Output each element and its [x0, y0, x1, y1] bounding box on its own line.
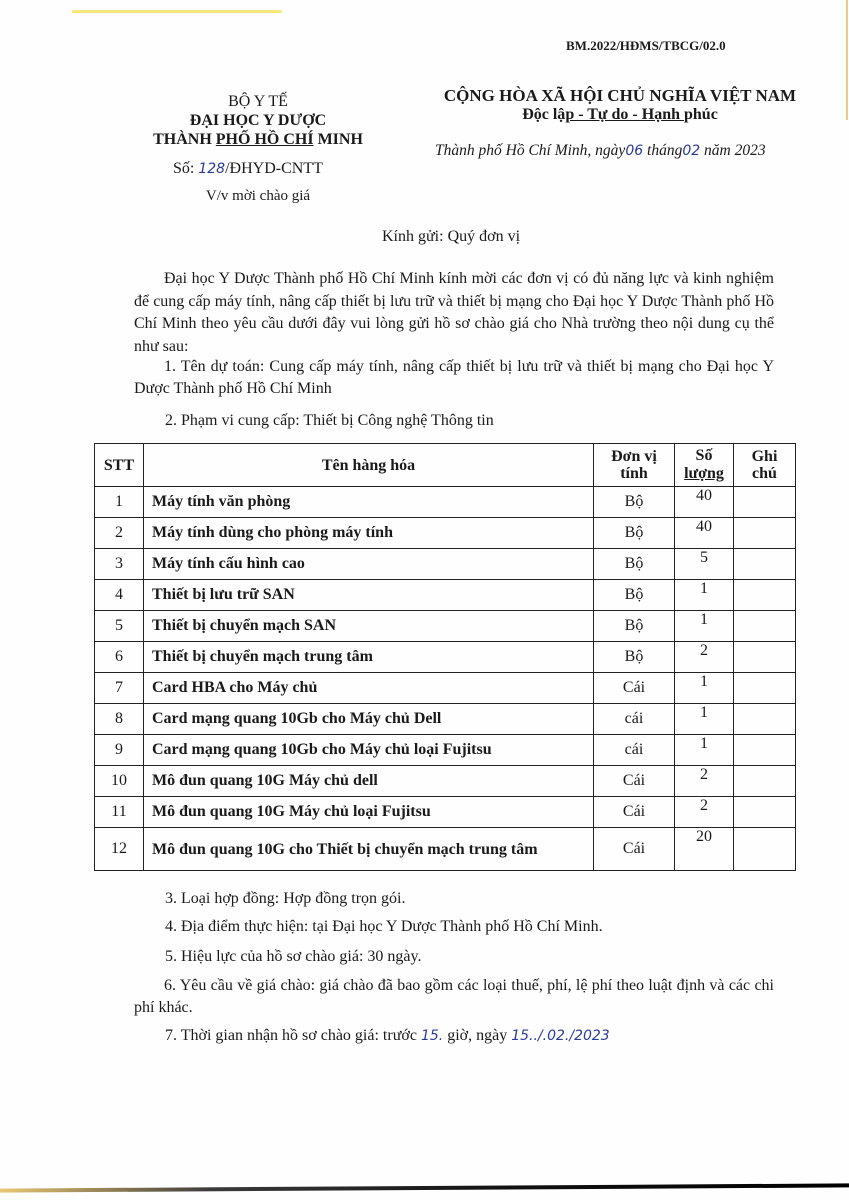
cell-stt: 1 [95, 487, 144, 518]
deadline-date-handwritten: 15../.02./2023 [511, 1028, 610, 1044]
table-row [95, 704, 796, 735]
cell-stt: 6 [95, 642, 144, 673]
cell-qty: 20 [675, 828, 734, 871]
cell-qty: 5 [675, 549, 734, 580]
cell-name: Thiết bị chuyển mạch SAN [144, 611, 594, 642]
item-5-validity: 5. Hiệu lực của hồ sơ chào giá: 30 ngày. [165, 948, 422, 965]
date-month-handwritten: 02 [682, 143, 701, 159]
header-unit-l1: Đơn vị [611, 448, 657, 465]
header-qty [675, 444, 734, 487]
cell-qty: 1 [675, 735, 734, 766]
cell-stt: 7 [95, 673, 144, 704]
cell-note [734, 642, 796, 673]
motto-pre: Độc lậ [522, 106, 566, 123]
cell-unit: Bộ [594, 580, 675, 611]
cell-unit: Cái [594, 673, 675, 704]
cell-note [734, 487, 796, 518]
cell-name: Thiết bị lưu trữ SAN [144, 580, 594, 611]
table-row [95, 828, 796, 871]
goods-table [94, 443, 796, 871]
deadline-pre: 7. Thời gian nhận hồ sơ chào giá: trước [165, 1027, 421, 1044]
ministry-name: BỘ Y TẾ [228, 93, 288, 110]
cell-note [734, 611, 796, 642]
header-note [734, 444, 796, 487]
motto-post: phúc [684, 106, 718, 123]
cell-qty: 1 [675, 580, 734, 611]
table-row [95, 797, 796, 828]
item-7-deadline [165, 1027, 610, 1045]
issue-date [435, 142, 766, 160]
cell-note [734, 766, 796, 797]
scan-edge-mark [846, 0, 848, 120]
header-note-l1: Ghi [751, 448, 778, 465]
cell-unit: Bộ [594, 518, 675, 549]
table-header-row [95, 444, 796, 487]
table-row [95, 642, 796, 673]
university-line2-pre: THÀNH [153, 131, 216, 148]
item-3-contract-type: 3. Loại hợp đồng: Hợp đồng trọn gói. [165, 890, 406, 907]
cell-unit: Bộ [594, 549, 675, 580]
cell-note [734, 828, 796, 871]
cell-stt: 4 [95, 580, 144, 611]
cell-note [734, 673, 796, 704]
scan-edge-shadow [0, 1183, 849, 1192]
date-month-label: tháng [643, 142, 683, 159]
table-row [95, 735, 796, 766]
table-row [95, 580, 796, 611]
cell-stt: 3 [95, 549, 144, 580]
cell-note [734, 580, 796, 611]
cell-qty: 1 [675, 704, 734, 735]
date-place: Thành phố Hồ Chí Minh, ngày [435, 142, 626, 159]
table-row [95, 487, 796, 518]
cell-stt: 8 [95, 704, 144, 735]
item-6-price-requirements: 6. Yêu cầu về giá chào: giá chào đã bao gồm các loại thuế, phí, lệ phí theo luật định và các chi phí khác. [134, 977, 774, 1016]
table-row [95, 611, 796, 642]
cell-unit: Cái [594, 766, 675, 797]
university-name-line2 [128, 131, 388, 149]
nation-name: CỘNG HÒA XÃ HỘI CHỦ NGHĨA VIỆT NAM [443, 86, 797, 105]
cell-unit: Bộ [594, 642, 675, 673]
form-code: BM.2022/HĐMS/TBCG/02.0 [566, 38, 726, 53]
cell-stt: 10 [95, 766, 144, 797]
cell-name: Mô đun quang 10G cho Thiết bị chuyển mạch trung tâm [144, 828, 594, 871]
table-row [95, 518, 796, 549]
cell-name: Máy tính dùng cho phòng máy tính [144, 518, 594, 549]
deadline-mid: giờ, ngày [443, 1027, 512, 1044]
cell-note [734, 735, 796, 766]
nation-motto [425, 106, 815, 124]
cell-qty: 2 [675, 766, 734, 797]
cell-note [734, 797, 796, 828]
cell-unit: cái [594, 735, 675, 766]
cell-stt: 5 [95, 611, 144, 642]
header-name: Tên hàng hóa [144, 444, 594, 487]
cell-name: Thiết bị chuyển mạch trung tâm [144, 642, 594, 673]
number-handwritten: 128 [198, 161, 226, 177]
cell-name: Card mạng quang 10Gb cho Máy chủ Dell [144, 704, 594, 735]
date-year: năm 2023 [700, 142, 766, 159]
cell-unit: Bộ [594, 487, 675, 518]
cell-stt: 9 [95, 735, 144, 766]
table-row [95, 766, 796, 797]
cell-qty: 1 [675, 673, 734, 704]
document-number [173, 160, 323, 178]
header-qty-l2: lượng [684, 465, 724, 482]
cell-note [734, 704, 796, 735]
table-row [95, 549, 796, 580]
scan-highlight-mark [72, 10, 282, 13]
date-day-handwritten: 06 [625, 143, 644, 159]
university-line2-post: MINH [313, 131, 363, 148]
cell-stt: 11 [95, 797, 144, 828]
deadline-hour-handwritten: 15. [420, 1028, 444, 1044]
cell-note [734, 549, 796, 580]
cell-name: Card HBA cho Máy chủ [144, 673, 594, 704]
cell-qty: 1 [675, 611, 734, 642]
cell-name: Mô đun quang 10G Máy chủ loại Fujitsu [144, 797, 594, 828]
cell-stt: 2 [95, 518, 144, 549]
salutation: Kính gửi: Quý đơn vị [382, 228, 521, 245]
number-label: Số: [173, 160, 199, 177]
motto-underlined: p - Tự do - Hạnh [565, 106, 684, 123]
cell-unit: Cái [594, 797, 675, 828]
table-body [95, 487, 796, 871]
number-suffix: /ĐHYD-CNTT [225, 160, 323, 177]
table-row [95, 673, 796, 704]
header-unit-l2: tính [620, 465, 648, 482]
cell-name: Máy tính cấu hình cao [144, 549, 594, 580]
header-qty-l1: Số [695, 447, 713, 464]
intro-paragraph: Đại học Y Dược Thành phố Hồ Chí Minh kính mời các đơn vị có đủ năng lực và kinh nghiệm để cung cấp máy tính, nâng cấp thiết bị lưu trữ và thiết bị mạng cho Đại học Y Dược Thành phố Hồ Chí Minh theo yêu cầu dưới đây vui lòng gửi hồ sơ chào giá cho Nhà trường theo nội dung cụ thể như sau: [134, 270, 774, 355]
cell-qty: 2 [675, 642, 734, 673]
cell-note [734, 518, 796, 549]
cell-unit: Bộ [594, 611, 675, 642]
item-2-scope: 2. Phạm vi cung cấp: Thiết bị Công nghệ Thông tin [165, 412, 494, 429]
cell-name: Mô đun quang 10G Máy chủ dell [144, 766, 594, 797]
item-1-project-name: 1. Tên dự toán: Cung cấp máy tính, nâng cấp thiết bị lưu trữ và thiết bị mạng cho Đại học Y Dược Thành phố Hồ Chí Minh [134, 358, 774, 397]
university-line2-underlined: PHỐ HỒ CHÍ [215, 131, 314, 148]
header-unit [594, 444, 675, 487]
cell-qty: 40 [675, 518, 734, 549]
cell-name: Card mạng quang 10Gb cho Máy chủ loại Fujitsu [144, 735, 594, 766]
cell-unit: Cái [594, 828, 675, 871]
header-note-l2: chú [752, 465, 777, 482]
cell-stt: 12 [95, 828, 144, 871]
document-subject: V/v mời chào giá [205, 188, 311, 204]
cell-qty: 2 [675, 797, 734, 828]
header-stt: STT [95, 444, 144, 487]
item-4-location: 4. Địa điểm thực hiện: tại Đại học Y Dược Thành phố Hồ Chí Minh. [165, 918, 603, 935]
cell-qty: 40 [675, 487, 734, 518]
university-name-line1: ĐẠI HỌC Y DƯỢC [189, 112, 327, 129]
cell-name: Máy tính văn phòng [144, 487, 594, 518]
cell-unit: cái [594, 704, 675, 735]
